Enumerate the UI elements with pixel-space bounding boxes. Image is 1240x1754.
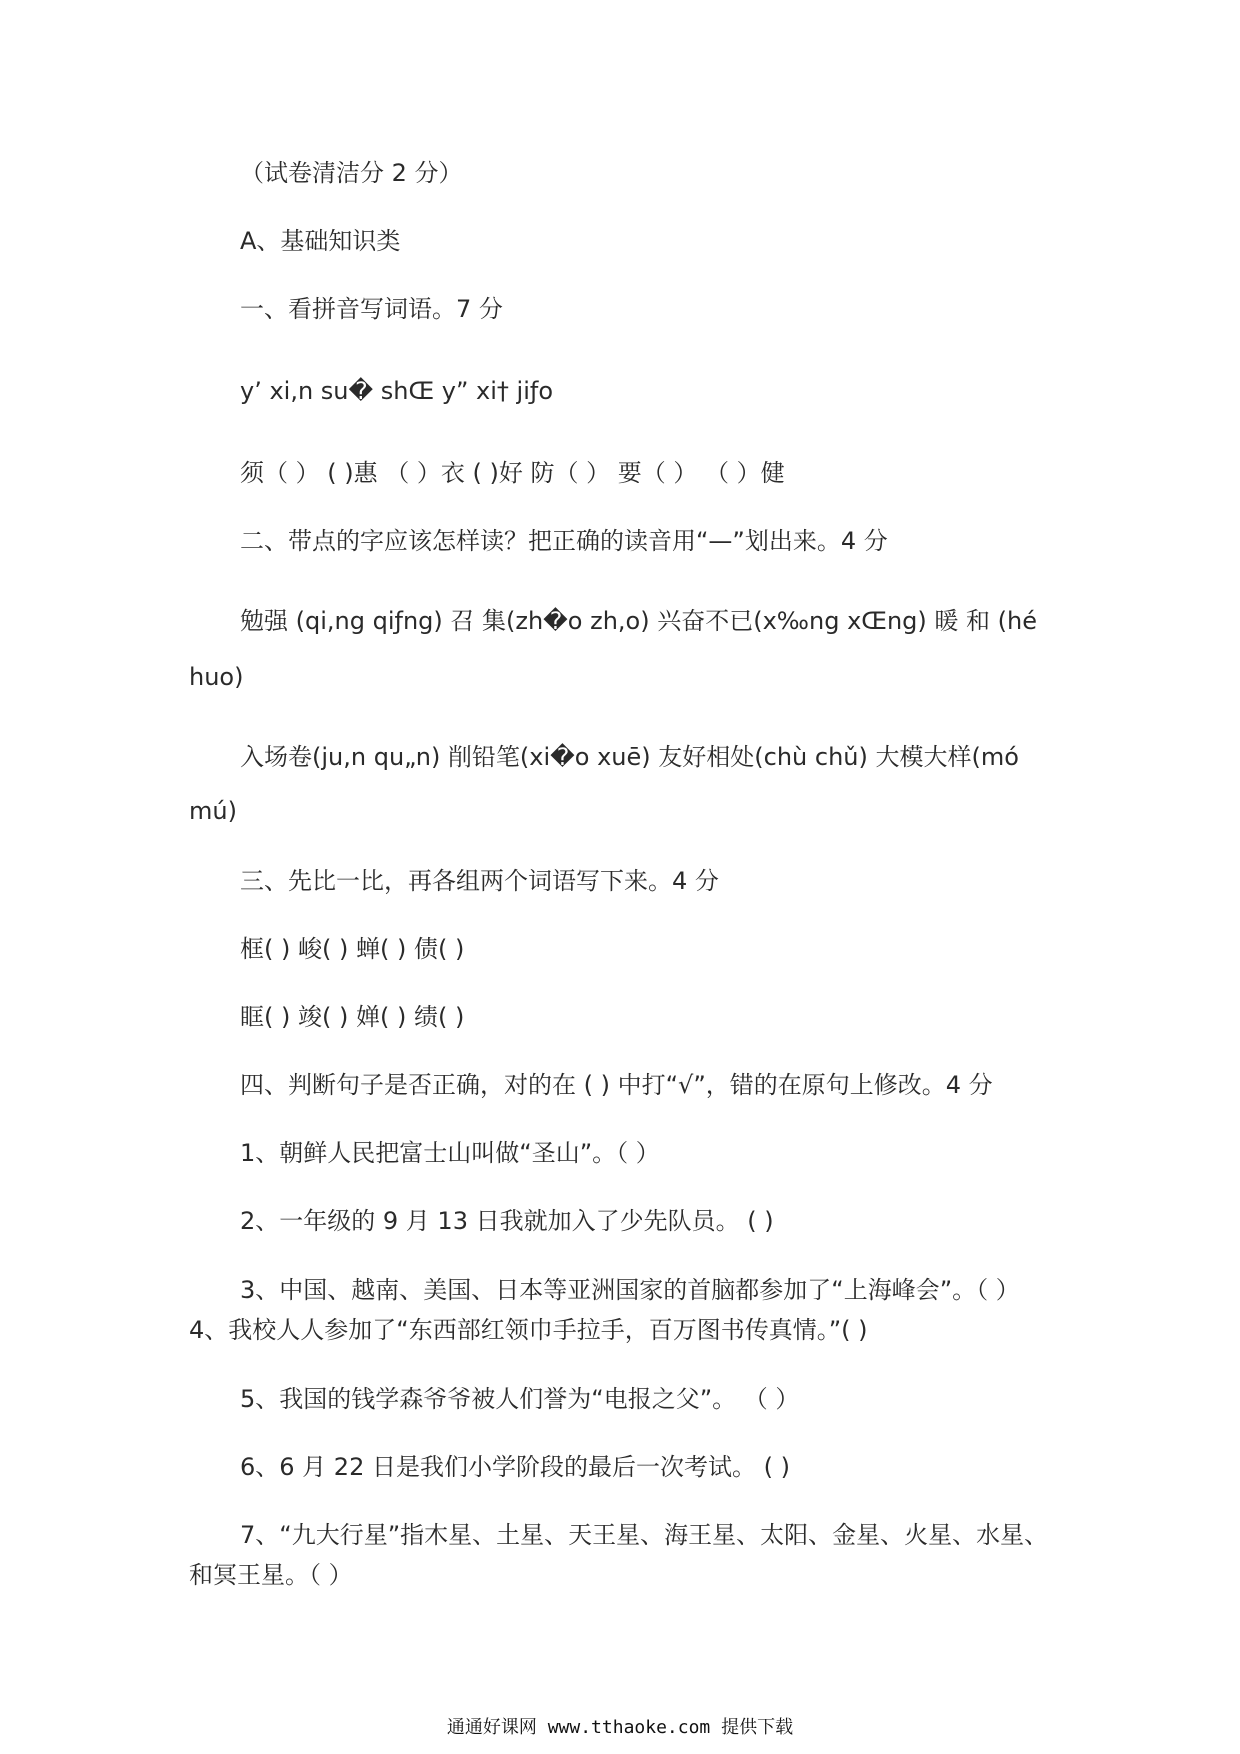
q4-item-4: 4、我校人人参加了“东西部红领巾手拉手，百万图书传真情。”( )	[189, 1316, 868, 1344]
q4-item-6: 6、6 月 22 日是我们小学阶段的最后一次考试。 ( )	[240, 1453, 790, 1481]
q4-item-2: 2、一年级的 9 月 13 日我就加入了少先队员。 ( )	[240, 1207, 774, 1235]
footer-download-note: 通通好课网 www.tthaoke.com 提供下载	[446, 1717, 794, 1738]
q4-item-7: 7、“九大行星”指木星、土星、天王星、海王星、太阳、金星、火星、水星、	[240, 1521, 1049, 1549]
q1-pinyin-line: y’ xi,n su� shŒ y” xi† jiƒo	[240, 377, 554, 405]
q2-line-1-cont: huo)	[189, 663, 244, 691]
q1-blanks-line: 须（ ） ( )惠 （ ）衣 ( )好 防（ ） 要（ ） （ ）健	[240, 459, 785, 487]
section-a-title: A、基础知识类	[240, 227, 401, 255]
q3-title: 三、先比一比，再各组两个词语写下来。4 分	[240, 867, 719, 895]
cleanliness-note: （试卷清洁分 2 分）	[240, 159, 463, 187]
q4-item-7-cont: 和冥王星。（ ）	[189, 1561, 353, 1589]
q4-title: 四、判断句子是否正确，对的在 ( ) 中打“√”，错的在原句上修改。4 分	[240, 1071, 993, 1099]
q4-item-3: 3、中国、越南、美国、日本等亚洲国家的首脑都参加了“上海峰会”。（ ）	[240, 1276, 1020, 1304]
q3-row-2: 眶( ) 竣( ) 婵( ) 绩( )	[240, 1003, 465, 1031]
q2-line-2: 入场卷(ju,n qu„n) 削铅笔(xi�o xuē) 友好相处(chù chǔ) 大模大样(mó	[240, 743, 1019, 771]
q2-title: 二、带点的字应该怎样读？把正确的读音用“—”划出来。4 分	[240, 527, 888, 555]
q2-line-2-cont: mú)	[189, 797, 237, 825]
q4-item-5: 5、我国的钱学森爷爷被人们誉为“电报之父”。 （ ）	[240, 1385, 800, 1413]
q4-item-1: 1、朝鲜人民把富士山叫做“圣山”。（ ）	[240, 1139, 660, 1167]
q1-title: 一、看拼音写词语。7 分	[240, 295, 503, 323]
q3-row-1: 框( ) 峻( ) 蝉( ) 债( )	[240, 935, 465, 963]
q2-line-1: 勉强 (qi,ng qiƒng) 召 集(zh�o zh,o) 兴奋不已(x‰ng xŒng) 暖 和 (hé	[240, 607, 1037, 635]
